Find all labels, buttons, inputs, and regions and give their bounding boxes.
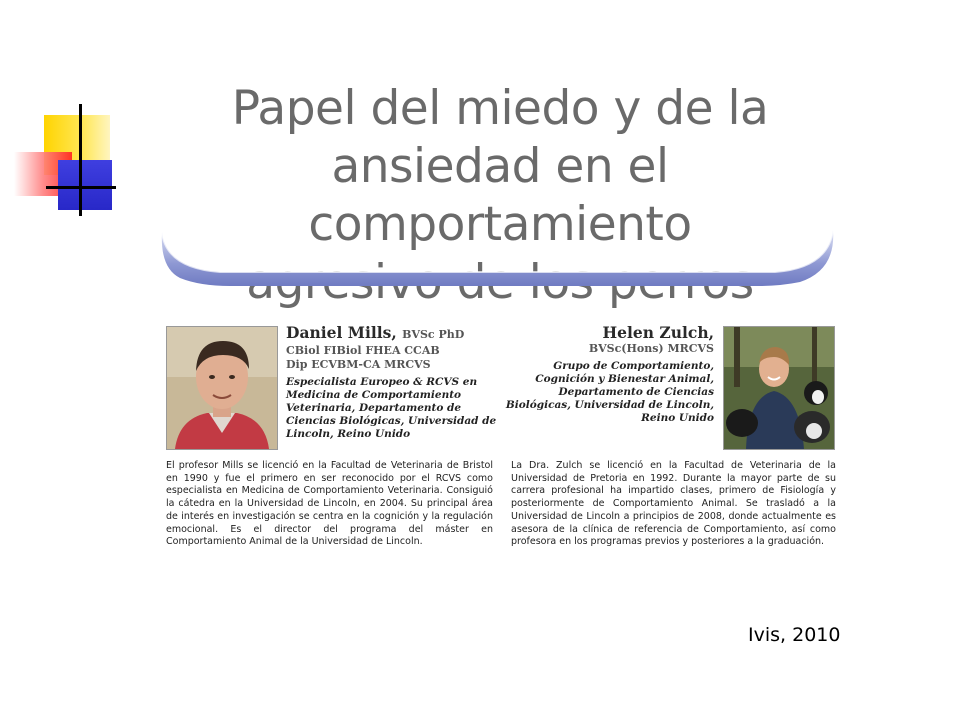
daniel-mills-info (286, 324, 511, 441)
author-affiliation: Grupo de Comportamiento, Cognición y Bienestar Animal, Departamento de Ciencias Biológicas, Universidad de Lincoln, Reino Unido (505, 360, 714, 424)
title-swoosh-decoration (160, 228, 835, 286)
author-name: Daniel Mills, (286, 323, 397, 342)
title-line: ansiedad en el comportamiento (308, 139, 692, 252)
title-line: Papel del miedo y de la (231, 81, 769, 136)
author-credentials: Dip ECVBM-CA MRCVS (286, 358, 431, 371)
author-name-line (286, 324, 511, 344)
logo-horizontal-line (46, 186, 116, 189)
helen-zulch-bio: La Dra. Zulch se licenció en la Facultad de Veterinaria de la Universidad de Pretoria en 1992. Durante la mayor parte de su carrera profesional ha impartido clases, primero de Fisiología y posteriormente de Comportamiento Animal. Se trasladó a la Universidad de Lincoln a principios de 2008, donde actualmente es asesora de la clínica de referencia de Comportamiento, así como profesora en los programas previos y posteriores a la graduación. (511, 460, 836, 548)
author-degrees: BVSc PhD (402, 328, 465, 341)
author-affiliation: Especialista Europeo & RCVS en Medicina de Comportamiento Veterinaria, Departamento de Ciencias Biológicas, Universidad de Lincoln, Reino Unido (286, 376, 497, 440)
author-name: Helen Zulch, (602, 323, 714, 342)
helen-zulch-photo (723, 326, 835, 450)
logo-vertical-line (79, 104, 82, 216)
author-degrees: BVSc(Hons) MRCVS (588, 342, 714, 355)
daniel-mills-bio: El profesor Mills se licenció en la Facultad de Veterinaria de Bristol en 1990 y fue el primero en ser reconocido por el RCVS como especialista en Medicina de Comportamiento Veterinaria. Consiguió la cátedra en la Universidad de Lincoln, en 2004. Su principal área de interés en investigación se centra en la cognición y la regulación emocional. Es el director del programa del máster en Comportamiento Animal de la Universidad de Lincoln. (166, 460, 493, 548)
author-credentials: CBiol FIBiol FHEA CCAB (286, 344, 440, 357)
citation: Ivis, 2010 (748, 624, 841, 646)
slide-logo-decoration (10, 100, 120, 220)
helen-zulch-info (496, 324, 714, 425)
daniel-mills-photo (166, 326, 278, 450)
logo-blue-square (58, 160, 112, 210)
